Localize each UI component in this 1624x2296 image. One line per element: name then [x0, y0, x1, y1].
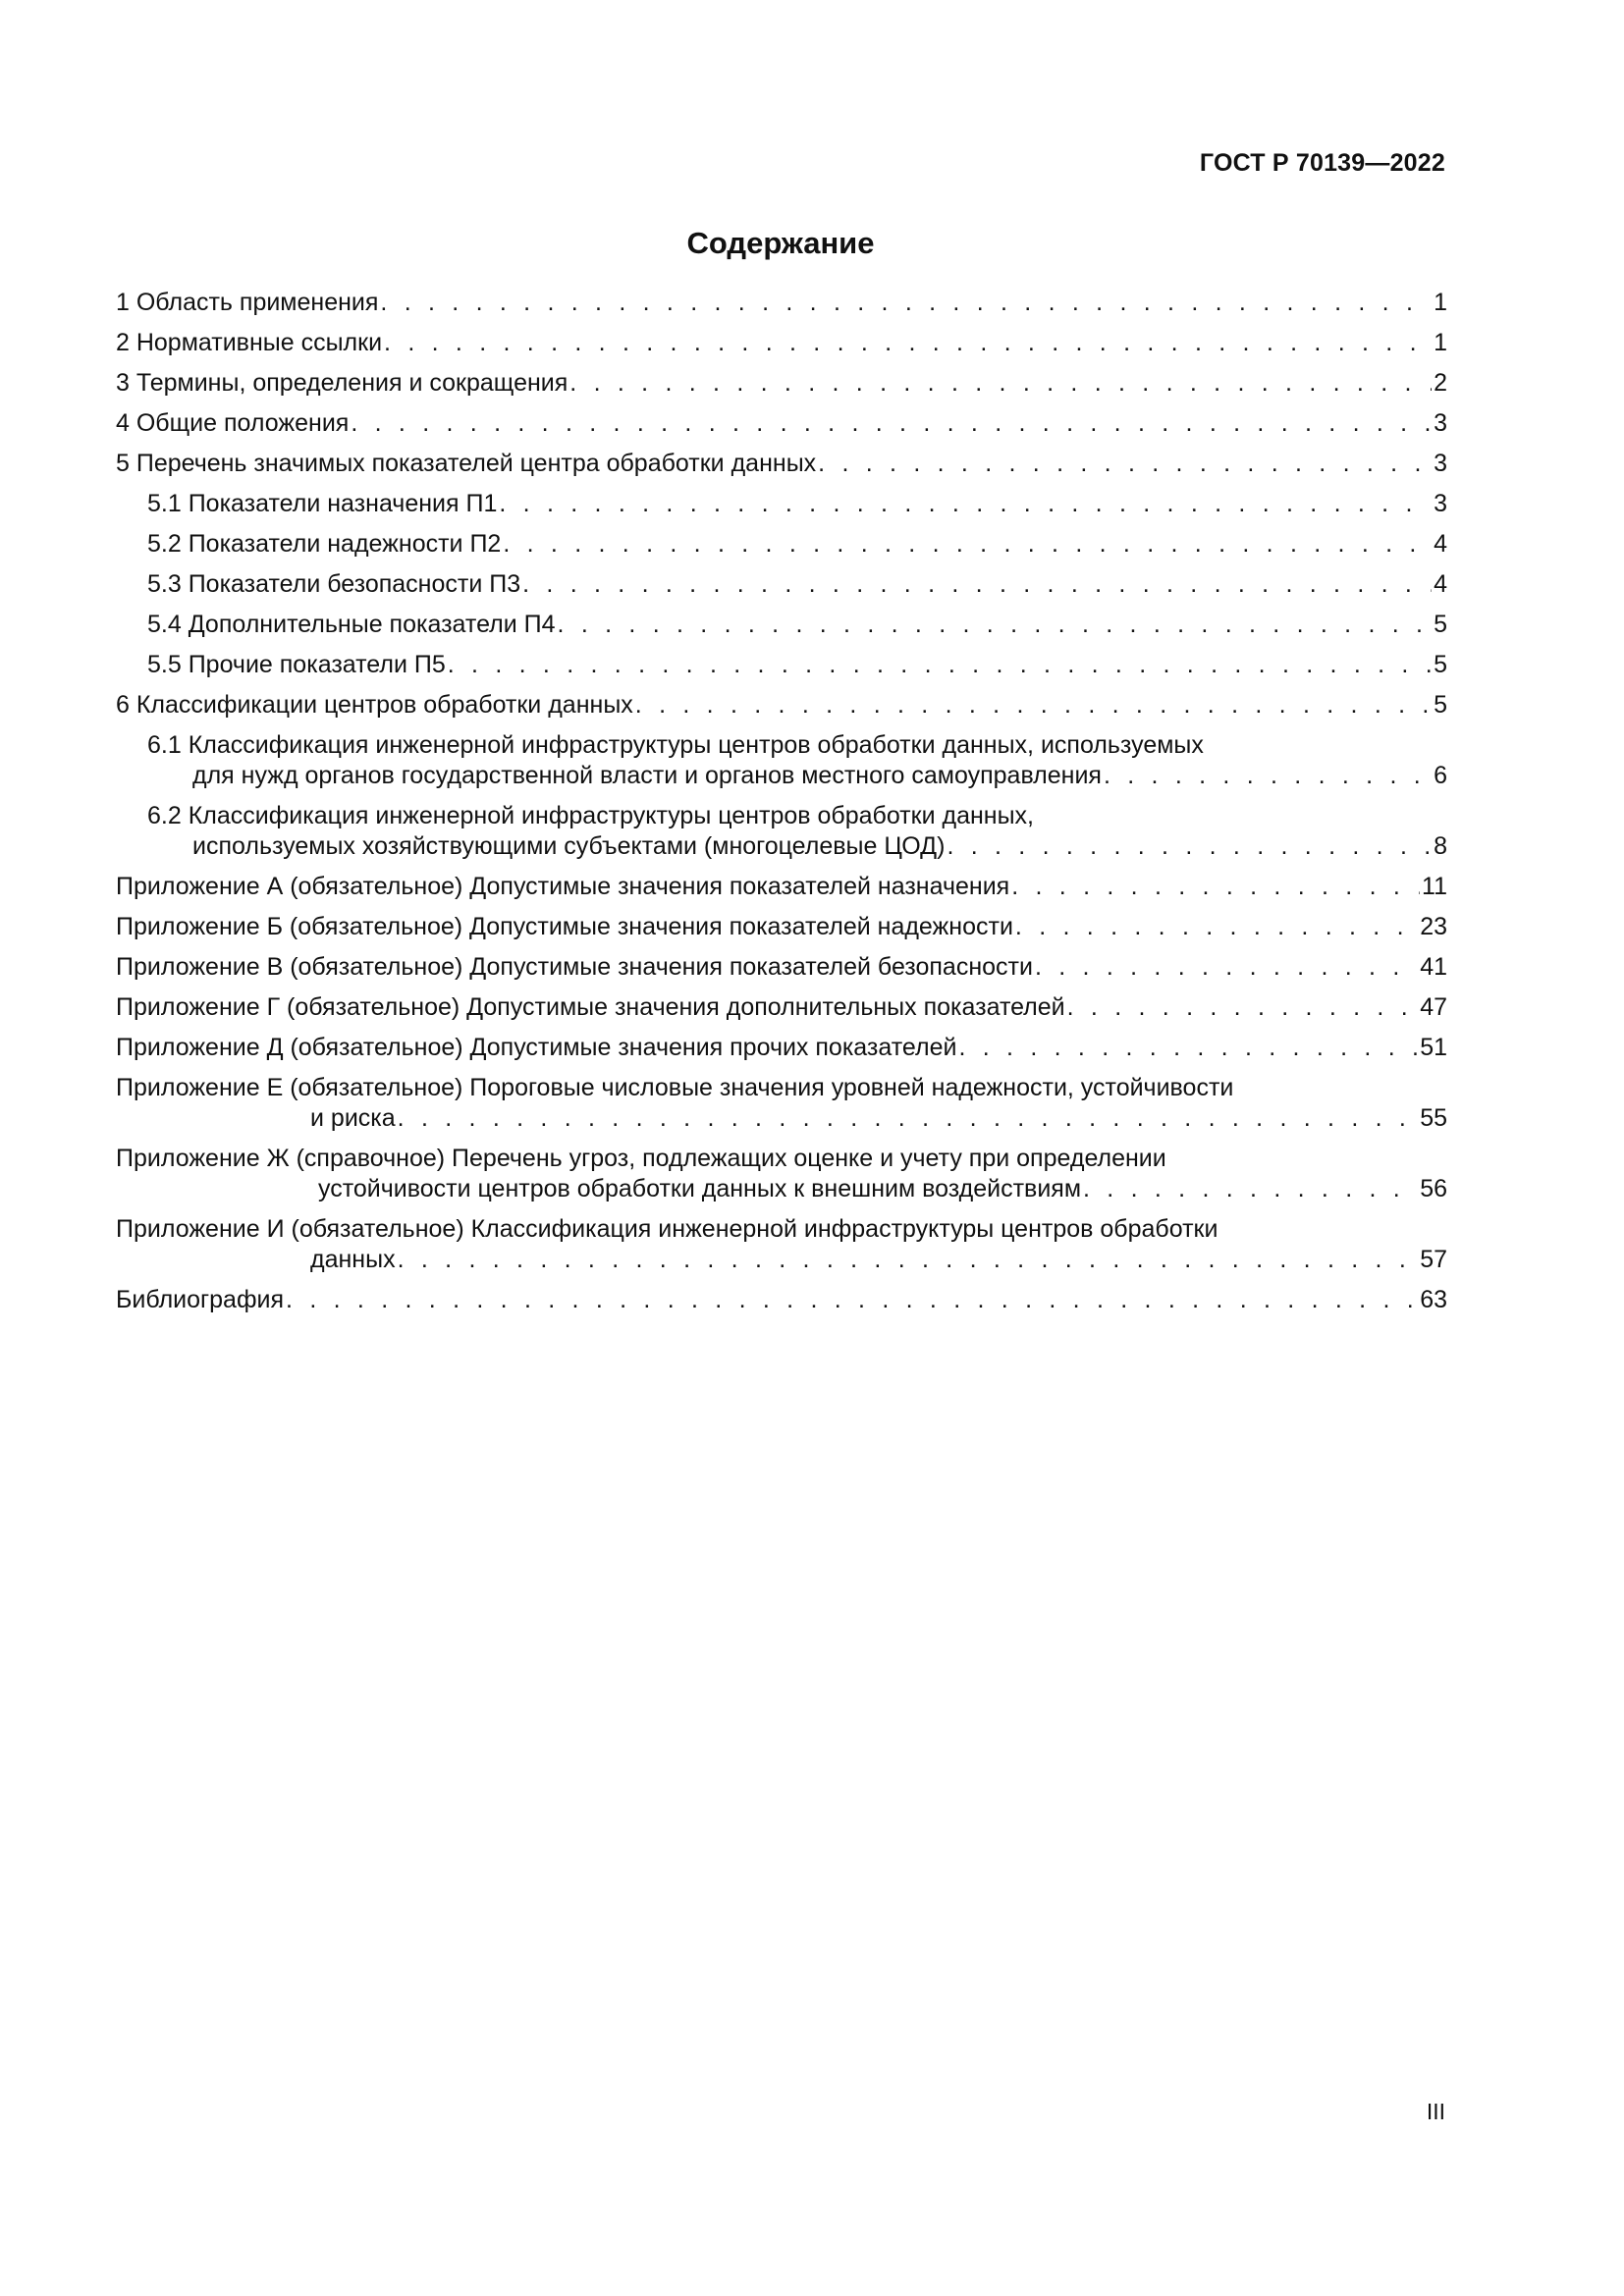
toc-page-number: 8: [1434, 832, 1447, 860]
toc-entry[interactable]: [116, 529, 1447, 560]
toc-entry[interactable]: [116, 690, 1447, 721]
toc-page-number: 51: [1420, 1034, 1447, 1061]
toc-entry-title-line: 6.1 Классификация инженерной инфраструктуры центров обработки данных, используемых: [147, 731, 1204, 759]
toc-page-number: 3: [1434, 409, 1447, 437]
toc-entry-title-line: Приложение И (обязательное) Классификация инженерной инфраструктуры центров обработки: [116, 1215, 1218, 1243]
toc-entry-title: 4 Общие положения: [116, 409, 350, 437]
toc-dot-leader: [503, 529, 1432, 560]
toc-dot-leader: [1035, 952, 1418, 983]
toc-entry[interactable]: [116, 328, 1447, 358]
toc-entry-title: 5.1 Показатели назначения П1: [147, 490, 498, 517]
toc-entry-title: 5 Перечень значимых показателей центра обработки данных: [116, 450, 817, 477]
toc-entry[interactable]: [116, 1033, 1447, 1063]
toc-entry[interactable]: [116, 569, 1447, 600]
toc-page-number: 5: [1434, 651, 1447, 678]
toc-dot-leader: [1015, 912, 1418, 942]
toc-page-number: 55: [1420, 1104, 1447, 1132]
page-number: III: [1426, 2099, 1445, 2124]
toc-dot-leader: [958, 1033, 1418, 1063]
document-code: ГОСТ Р 70139—2022: [1199, 149, 1445, 177]
toc-page-number: 56: [1420, 1175, 1447, 1202]
toc-entry-title: 5.3 Показатели безопасности П3: [147, 570, 521, 598]
toc-dot-leader: [448, 650, 1432, 680]
toc-entry-title-continuation: и риска: [310, 1104, 396, 1132]
toc-dot-leader: [1067, 992, 1419, 1023]
toc-dot-leader: [635, 690, 1432, 721]
toc-entry-title: Приложение В (обязательное) Допустимые значения показателей безопасности: [116, 953, 1033, 981]
toc-entry-title-line: 6.2 Классификация инженерной инфраструктуры центров обработки данных,: [147, 802, 1035, 829]
toc-entry[interactable]: [116, 801, 1447, 862]
toc-page-number: 23: [1420, 913, 1447, 940]
toc-entry[interactable]: [116, 872, 1447, 902]
toc-entry[interactable]: [116, 952, 1447, 983]
toc-entry-title: Приложение Д (обязательное) Допустимые значения прочих показателей: [116, 1034, 957, 1061]
toc-entry-title: Библиография: [116, 1286, 285, 1313]
toc-dot-leader: [1083, 1174, 1418, 1204]
table-of-contents: [116, 288, 1447, 1325]
toc-entry-title: 2 Нормативные ссылки: [116, 329, 383, 356]
toc-entry-title: Приложение Б (обязательное) Допустимые значения показателей надежности: [116, 913, 1013, 940]
toc-entry[interactable]: [116, 650, 1447, 680]
toc-page-number: 1: [1434, 289, 1447, 316]
toc-page-number: 5: [1434, 611, 1447, 638]
toc-entry-title: 5.4 Дополнительные показатели П4: [147, 611, 556, 638]
toc-entry-title: 5.2 Показатели надежности П2: [147, 530, 502, 558]
toc-dot-leader: [558, 610, 1433, 640]
toc-entry[interactable]: [116, 489, 1447, 519]
toc-page-number: 11: [1422, 873, 1447, 900]
toc-entry-title: 3 Термины, определения и сокращения: [116, 369, 568, 397]
toc-page-number: 1: [1434, 329, 1447, 356]
toc-page-number: 2: [1434, 369, 1447, 397]
toc-entry-title-line: Приложение Е (обязательное) Пороговые числовые значения уровней надежности, устойчивости: [116, 1074, 1234, 1101]
toc-entry-title: 6 Классификации центров обработки данных: [116, 691, 633, 719]
toc-dot-leader: [351, 408, 1432, 439]
toc-page-number: 4: [1434, 570, 1447, 598]
toc-entry[interactable]: [116, 288, 1447, 318]
toc-dot-leader: [384, 328, 1432, 358]
toc-entry-title: 1 Область применения: [116, 289, 379, 316]
toc-dot-leader: [522, 569, 1432, 600]
toc-dot-leader: [818, 449, 1432, 479]
toc-page-number: 3: [1434, 450, 1447, 477]
toc-entry[interactable]: [116, 992, 1447, 1023]
toc-page-number: 6: [1434, 762, 1447, 789]
toc-page-number: 5: [1434, 691, 1447, 719]
toc-dot-leader: [1011, 872, 1420, 902]
toc-dot-leader: [286, 1285, 1418, 1315]
toc-page-number: 41: [1420, 953, 1447, 981]
toc-entry-title-continuation: используемых хозяйствующими субъектами (многоцелевые ЦОД): [192, 832, 946, 860]
toc-entry[interactable]: [116, 610, 1447, 640]
toc-entry-title-continuation: данных: [310, 1246, 396, 1273]
toc-entry-title: 5.5 Прочие показатели П5: [147, 651, 446, 678]
toc-dot-leader: [398, 1103, 1419, 1134]
toc-entry[interactable]: [116, 1073, 1447, 1134]
toc-entry-title-continuation: для нужд органов государственной власти и органов местного самоуправления: [192, 762, 1102, 789]
toc-entry[interactable]: [116, 912, 1447, 942]
toc-entry[interactable]: [116, 1214, 1447, 1275]
toc-entry-title: Приложение Г (обязательное) Допустимые значения дополнительных показателей: [116, 993, 1065, 1021]
toc-dot-leader: [947, 831, 1432, 862]
toc-dot-leader: [1104, 761, 1432, 791]
toc-dot-leader: [380, 288, 1432, 318]
toc-dot-leader: [569, 368, 1432, 399]
toc-entry[interactable]: [116, 730, 1447, 791]
toc-page-number: 47: [1420, 993, 1447, 1021]
toc-entry[interactable]: [116, 368, 1447, 399]
toc-entry-title: Приложение А (обязательное) Допустимые значения показателей назначения: [116, 873, 1010, 900]
toc-entry[interactable]: [116, 408, 1447, 439]
toc-dot-leader: [499, 489, 1432, 519]
toc-dot-leader: [398, 1245, 1419, 1275]
toc-entry[interactable]: [116, 1285, 1447, 1315]
toc-entry[interactable]: [116, 449, 1447, 479]
toc-entry-title-continuation: устойчивости центров обработки данных к внешним воздействиям: [318, 1175, 1082, 1202]
toc-page-number: 57: [1420, 1246, 1447, 1273]
toc-entry[interactable]: [116, 1144, 1447, 1204]
toc-entry-title-line: Приложение Ж (справочное) Перечень угроз, подлежащих оценке и учету при определении: [116, 1145, 1166, 1172]
toc-heading: Содержание: [686, 226, 875, 260]
toc-page-number: 4: [1434, 530, 1447, 558]
toc-page-number: 63: [1420, 1286, 1447, 1313]
toc-page-number: 3: [1434, 490, 1447, 517]
